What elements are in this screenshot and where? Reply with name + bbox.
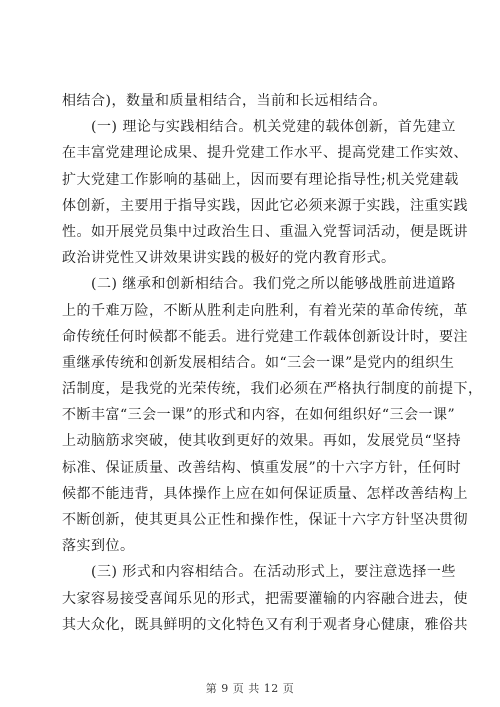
text-line: (一) 理论与实践相结合。机关党建的载体创新，首先建立: [62, 119, 456, 136]
text-line: 重继承传统和创新发展相结合。如“三会一课”是党内的组织生: [62, 354, 455, 371]
text-line: 其大众化，既具鲜明的文化特色又有利于观者身心健康，雅俗共: [62, 616, 468, 633]
text-line: 标准、保证质量、改善结构、慎重发展”的十六字方针，任何时: [62, 459, 462, 476]
page-number-footer: 第 9 页 共 12 页: [205, 682, 295, 695]
text-line: (二) 继承和创新相结合。我们党之所以能够战胜前进道路: [62, 276, 456, 293]
text-line: 上动脑筋求突破，使其收到更好的效果。再如，发展党员“坚持: [62, 433, 462, 450]
body-text: [62, 88, 483, 638]
text-line: 政治讲党性又讲效果讲实践的极好的党内教育形式。: [62, 250, 396, 267]
text-line: 相结合)，数量和质量相结合，当前和长远相结合。: [62, 93, 387, 109]
text-line: 活制度，是我党的光荣传统，我们必须在严格执行制度的前提下，: [62, 381, 483, 398]
text-line: 性。如开展党员集中过政治生日、重温入党誓词活动，便是既讲: [62, 223, 468, 240]
text-line: 上的千难万险，不断从胜利走向胜利，有着光荣的革命传统，革: [62, 302, 468, 319]
text-line: 在丰富党建理论成果、提升党建工作水平、提高党建工作实效、: [62, 145, 468, 162]
text-line: 扩大党建工作影响的基础上，因而要有理论指导性;机关党建载: [62, 171, 459, 188]
text-line: 命传统任何时候都不能丢。进行党建工作载体创新设计时，要注: [62, 328, 468, 345]
text-line: 大家容易接受喜闻乐见的形式，把需要灌输的内容融合进去，使: [62, 590, 468, 607]
text-line: 体创新，主要用于指导实践，因此它必须来源于实践，注重实践: [62, 197, 468, 214]
text-line: 落实到位。: [62, 538, 135, 555]
text-line: 不断创新，使其更具公正性和操作性，保证十六字方针坚决贯彻: [62, 512, 468, 528]
text-line: 候都不能违背，具体操作上应在如何保证质量、怎样改善结构上: [62, 485, 468, 502]
text-line: (三) 形式和内容相结合。在活动形式上，要注意选择一些: [62, 564, 456, 581]
text-line: 不断丰富“三会一课”的形式和内容，在如何组织好“三会一课”: [62, 407, 456, 424]
